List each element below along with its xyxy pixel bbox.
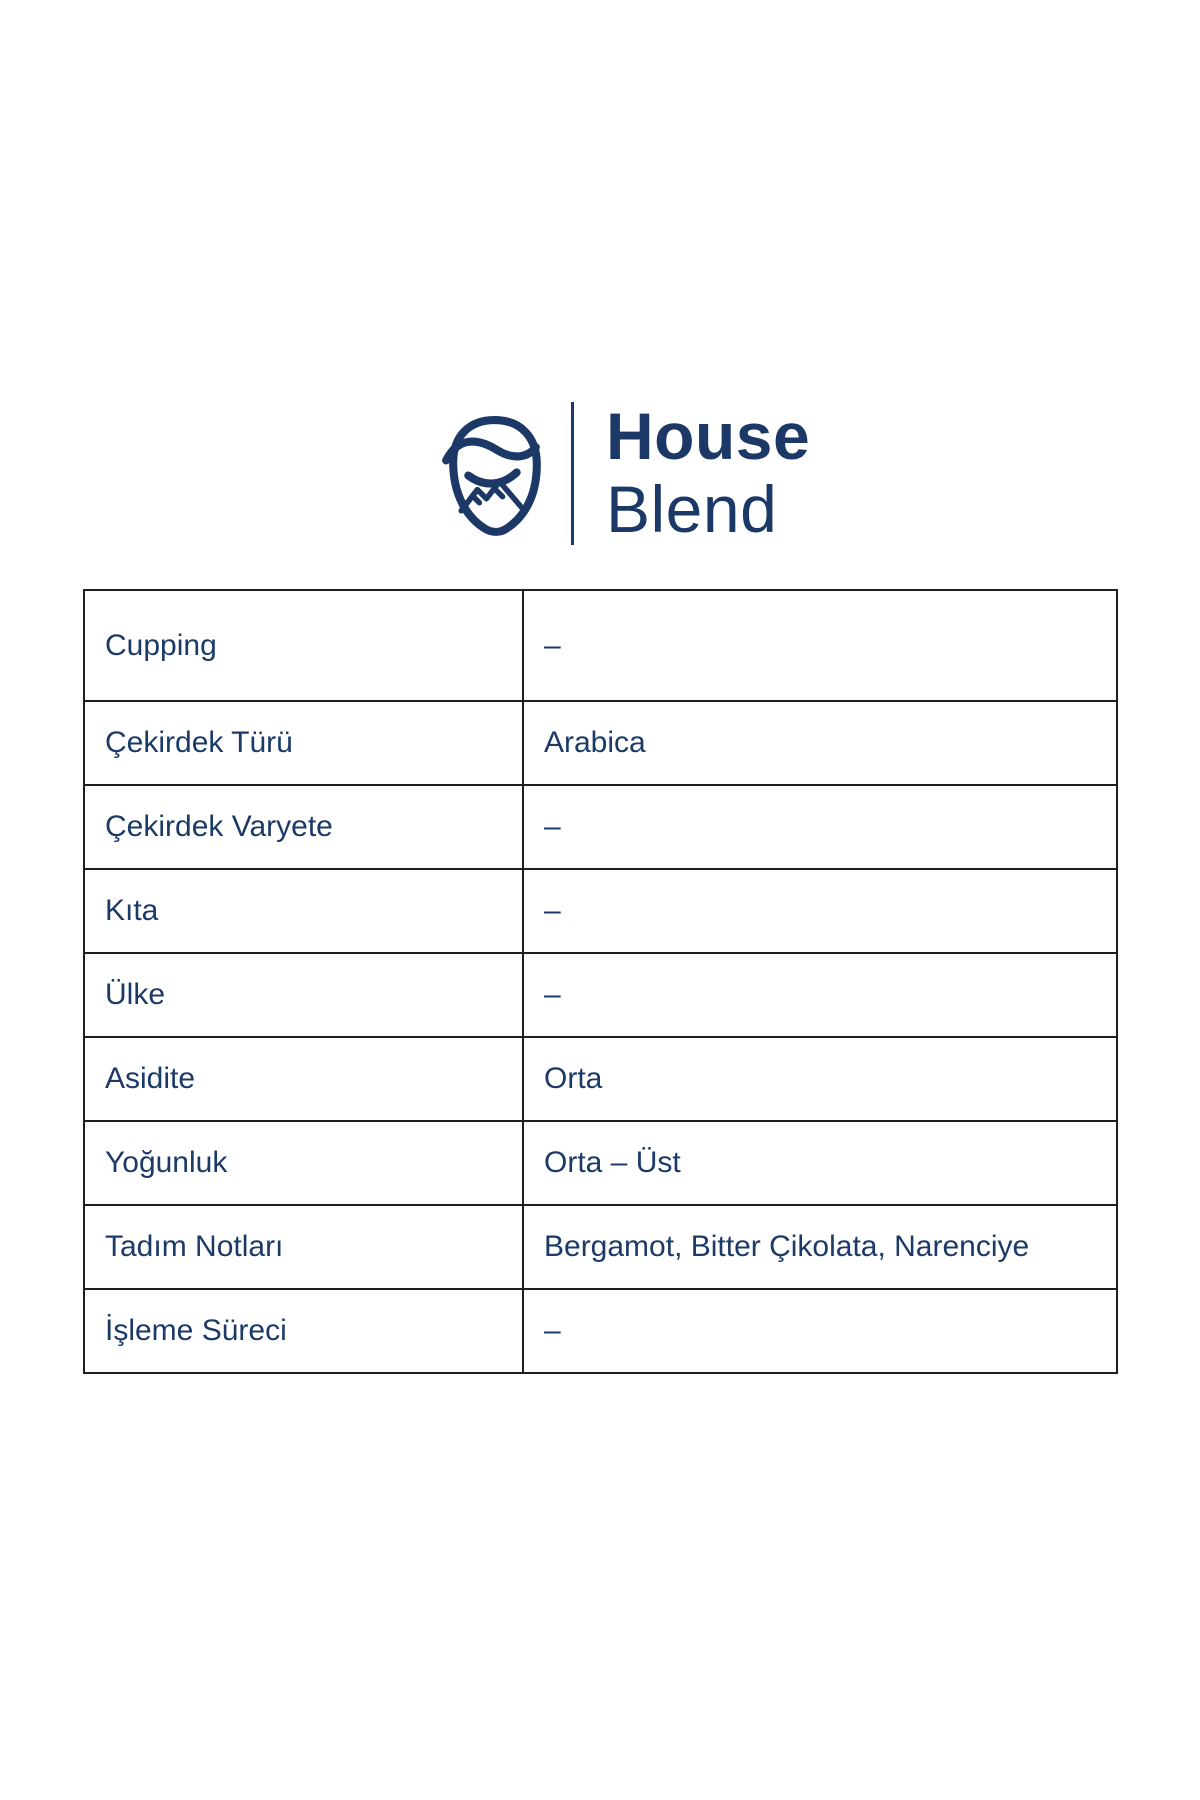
spec-value-cell: –: [523, 1289, 1117, 1373]
spec-label-cell: Çekirdek Türü: [84, 701, 523, 785]
table-row: [84, 1121, 1117, 1205]
spec-label-cell: Tadım Notları: [84, 1205, 523, 1289]
logo-divider: [571, 402, 574, 545]
table-row: [84, 1289, 1117, 1373]
spec-value-cell: Orta – Üst: [523, 1121, 1117, 1205]
spec-label-cell: Ülke: [84, 953, 523, 1037]
spec-label-cell: Çekirdek Varyete: [84, 785, 523, 869]
brand-logo: [440, 400, 820, 550]
brand-name-secondary: Blend: [606, 472, 778, 546]
spec-value-cell: –: [523, 869, 1117, 953]
spec-value-cell: Bergamot, Bitter Çikolata, Narenciye: [523, 1205, 1117, 1289]
coffee-bean-mountains-icon: [442, 414, 548, 540]
spec-value-cell: –: [523, 953, 1117, 1037]
spec-label-cell: Cupping: [84, 590, 523, 701]
table-row: [84, 1205, 1117, 1289]
table-row: [84, 785, 1117, 869]
spec-label-cell: Yoğunluk: [84, 1121, 523, 1205]
brand-name-primary: House: [606, 399, 811, 473]
table-row: [84, 953, 1117, 1037]
spec-label-cell: Kıta: [84, 869, 523, 953]
table-row: [84, 701, 1117, 785]
table-row: [84, 1037, 1117, 1121]
product-spec-table: [83, 589, 1118, 1374]
brand-wordmark: [606, 400, 810, 546]
table-row: [84, 590, 1117, 701]
spec-value-cell: Arabica: [523, 701, 1117, 785]
spec-label-cell: İşleme Süreci: [84, 1289, 523, 1373]
spec-label-cell: Asidite: [84, 1037, 523, 1121]
spec-value-cell: –: [523, 785, 1117, 869]
spec-value-cell: –: [523, 590, 1117, 701]
table-row: [84, 869, 1117, 953]
spec-value-cell: Orta: [523, 1037, 1117, 1121]
